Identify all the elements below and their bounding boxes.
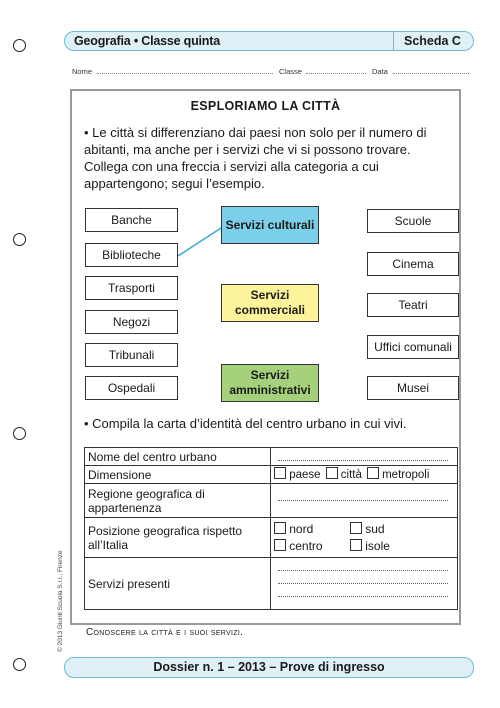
dimensione-options: paese città metropoli xyxy=(271,466,458,484)
category-culturali[interactable]: Servizi culturali xyxy=(221,206,319,244)
service-item-left[interactable]: Negozi xyxy=(85,310,178,334)
service-item-left[interactable]: Ospedali xyxy=(85,376,178,400)
category-amministrativi[interactable]: Servizi amministrativi xyxy=(221,364,319,402)
checkbox-citta[interactable] xyxy=(326,467,338,479)
service-item-left[interactable]: Tribunali xyxy=(85,343,178,367)
servizi-field[interactable] xyxy=(271,558,458,610)
table-row xyxy=(85,448,458,466)
checkbox-sud[interactable] xyxy=(350,522,362,534)
checkbox-isole[interactable] xyxy=(350,539,362,551)
checkbox-metropoli[interactable] xyxy=(367,467,379,479)
checkbox-paese[interactable] xyxy=(274,467,286,479)
checkbox-centro[interactable] xyxy=(274,539,286,551)
service-item-left[interactable]: Biblioteche xyxy=(85,243,178,267)
dossier-title: Dossier n. 1 – 2013 – Prove di ingresso xyxy=(153,660,385,674)
posizione-options: nord sud centro isole xyxy=(271,518,458,558)
classe-label: Classe xyxy=(279,67,302,76)
nome-centro-field[interactable] xyxy=(271,448,458,466)
exercise-title: ESPLORIAMO LA CITTÀ xyxy=(190,99,341,113)
table-row xyxy=(85,518,458,558)
data-label: Data xyxy=(372,67,388,76)
category-commerciali[interactable]: Servizi commerciali xyxy=(221,284,319,322)
table-row xyxy=(85,466,458,484)
service-item-right[interactable]: Cinema xyxy=(367,252,459,276)
card-label: Nome del centro urbano xyxy=(85,448,271,466)
card-label: Servizi presenti xyxy=(85,558,271,610)
service-item-right[interactable]: Scuole xyxy=(367,209,459,233)
service-item-left[interactable]: Banche xyxy=(85,208,178,232)
learning-objective: Conoscere la città e i suoi servizi. xyxy=(86,627,244,638)
checkbox-nord[interactable] xyxy=(274,522,286,534)
identity-card-table xyxy=(84,447,458,610)
card-label: Posizione geografica rispetto all’Italia xyxy=(85,518,271,558)
exercise-instructions: • Le città si differenziano dai paesi non solo per il numero di abitanti, ma anche per i servizi che vi si possono trovare. Collega con una freccia i servizi alla categoria a cui appartengono; segui l’esempio. xyxy=(84,125,427,191)
copyright: © 2013 Giunti Scuola S.r.l., Firenze xyxy=(57,550,64,652)
subject-title: Geografia • Classe quinta xyxy=(74,34,220,48)
nome-label: Nome xyxy=(72,67,93,76)
service-item-right[interactable]: Musei xyxy=(367,376,459,400)
table-row xyxy=(85,484,458,518)
regione-field[interactable] xyxy=(271,484,458,518)
card-label: Dimensione xyxy=(85,466,271,484)
card-label: Regione geografica di appartenenza xyxy=(85,484,271,518)
service-item-right[interactable]: Uffici comunali xyxy=(367,335,459,359)
table-row xyxy=(85,558,458,610)
service-item-left[interactable]: Trasporti xyxy=(85,276,178,300)
worksheet-label: Scheda C xyxy=(404,34,461,48)
service-item-right[interactable]: Teatri xyxy=(367,293,459,317)
card-instructions: • Compila la carta d’identità del centro urbano in cui vivi. xyxy=(84,416,407,431)
